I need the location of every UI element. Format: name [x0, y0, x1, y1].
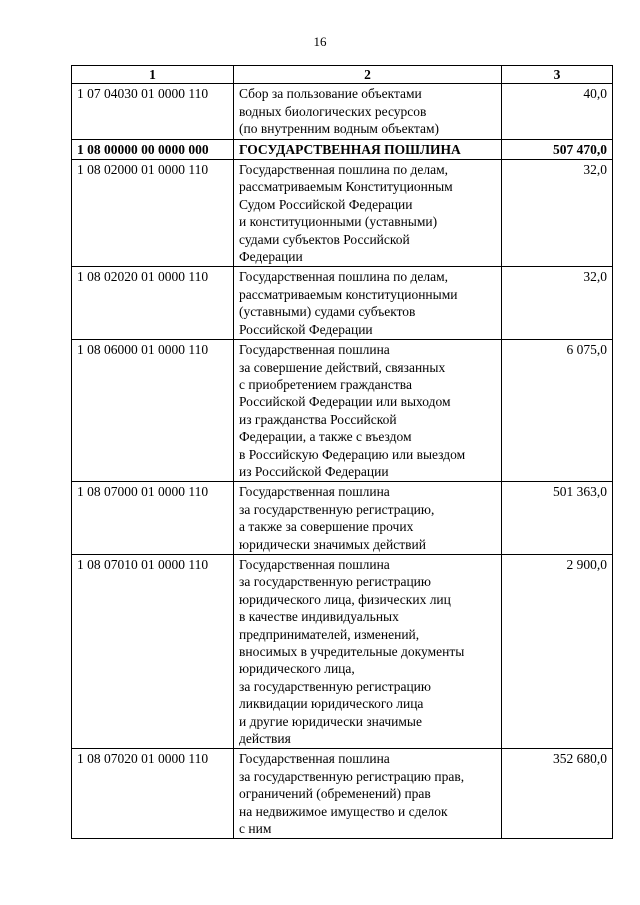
row-name-line: (уставными) судами субъектов	[239, 304, 416, 320]
row-name	[234, 139, 502, 159]
row-name-line: Федерации, а также с въездом	[239, 429, 412, 445]
table-row	[72, 554, 613, 748]
row-amount: 507 470,0	[502, 139, 613, 159]
row-name-line: на недвижимое имущество и сделок	[239, 803, 448, 819]
row-name-line: ограничений (обременений) прав	[239, 786, 431, 802]
row-name-line: юридически значимых действий	[239, 536, 426, 552]
row-name-line: с ним	[239, 821, 272, 837]
row-name-line: Государственная пошлина по делам,	[239, 269, 449, 285]
table-row	[72, 139, 613, 159]
row-name-line: Государственная пошлина	[239, 484, 390, 500]
row-name-line: Российской Федерации	[239, 321, 373, 337]
row-name-line: за государственную регистрацию прав,	[239, 768, 465, 784]
row-name-line: судами субъектов Российской	[239, 231, 410, 247]
column-header-name: 2	[234, 66, 502, 84]
row-name-line: из Российской Федерации	[239, 463, 389, 479]
row-amount: 501 363,0	[502, 482, 613, 555]
page-number: 16	[313, 34, 327, 49]
row-amount: 32,0	[502, 160, 613, 267]
table-row	[72, 160, 613, 267]
row-name-line: рассматриваемым конституционными	[239, 286, 458, 302]
row-name-line: за государственную регистрацию	[239, 574, 431, 590]
row-code: 1 08 00000 00 0000 000	[72, 139, 234, 159]
row-name-line: Государственная пошлина по делам,	[239, 162, 449, 178]
table-row	[72, 749, 613, 839]
row-name-line: а также за совершение прочих	[239, 519, 414, 535]
row-amount: 32,0	[502, 267, 613, 340]
row-name-line: рассматриваемым Конституционным	[239, 179, 453, 195]
table-row	[72, 267, 613, 340]
row-amount: 40,0	[502, 84, 613, 139]
row-name-line: и конституционными (уставными)	[239, 214, 438, 230]
row-code: 1 08 07000 01 0000 110	[72, 482, 234, 555]
row-name-line: Судом Российской Федерации	[239, 196, 413, 212]
row-name	[234, 554, 502, 748]
row-name-line: вносимых в учредительные документы	[239, 644, 465, 659]
row-code: 1 08 06000 01 0000 110	[72, 340, 234, 482]
row-name-line: юридического лица, физических лиц	[239, 591, 451, 607]
row-name-line: с приобретением гражданства	[239, 376, 412, 392]
row-name-line: ликвидации юридического лица	[239, 696, 424, 712]
row-name-line: Государственная пошлина	[239, 556, 390, 572]
row-name-line: (по внутренним водным объектам)	[239, 121, 440, 137]
row-name-line: за государственную регистрацию	[239, 678, 431, 694]
row-name	[234, 84, 502, 139]
table-row	[72, 340, 613, 482]
row-name-line: из гражданства Российской	[239, 411, 397, 427]
column-header-code: 1	[72, 66, 234, 84]
row-name-line: за совершение действий, связанных	[239, 359, 446, 375]
row-amount: 6 075,0	[502, 340, 613, 482]
row-name-line: в качестве индивидуальных	[239, 609, 399, 625]
table-row	[72, 84, 613, 139]
row-name	[234, 160, 502, 267]
revenue-table	[71, 65, 613, 839]
row-name-line: действия	[239, 731, 291, 747]
row-code: 1 08 02020 01 0000 110	[72, 267, 234, 340]
row-name-line: юридического лица,	[239, 661, 355, 677]
row-name	[234, 482, 502, 555]
row-code: 1 08 02000 01 0000 110	[72, 160, 234, 267]
row-name	[234, 340, 502, 482]
table-header-row	[72, 66, 613, 84]
row-name-line: Российской Федерации или выходом	[239, 394, 451, 410]
row-name-line: предпринимателей, изменений,	[239, 626, 420, 642]
row-amount: 2 900,0	[502, 554, 613, 748]
table-body	[72, 84, 613, 839]
table-row	[72, 482, 613, 555]
row-name-line: Сбор за пользование объектами	[239, 86, 422, 102]
row-code: 1 08 07010 01 0000 110	[72, 554, 234, 748]
row-name-line: Государственная пошлина	[239, 751, 390, 767]
row-name-line: Государственная пошлина	[239, 342, 390, 358]
row-name-line: водных биологических ресурсов	[239, 103, 427, 119]
row-name	[234, 267, 502, 340]
row-name-line: Федерации	[239, 249, 303, 265]
row-name-line: за государственную регистрацию,	[239, 501, 435, 517]
row-name-line: ГОСУДАРСТВЕННАЯ ПОШЛИНА	[239, 141, 461, 157]
row-name	[234, 749, 502, 839]
row-name-line: и другие юридически значимые	[239, 713, 422, 729]
column-header-amount: 3	[502, 66, 613, 84]
row-code: 1 08 07020 01 0000 110	[72, 749, 234, 839]
row-name-line: в Российскую Федерацию или выездом	[239, 446, 466, 462]
row-amount: 352 680,0	[502, 749, 613, 839]
row-code: 1 07 04030 01 0000 110	[72, 84, 234, 139]
